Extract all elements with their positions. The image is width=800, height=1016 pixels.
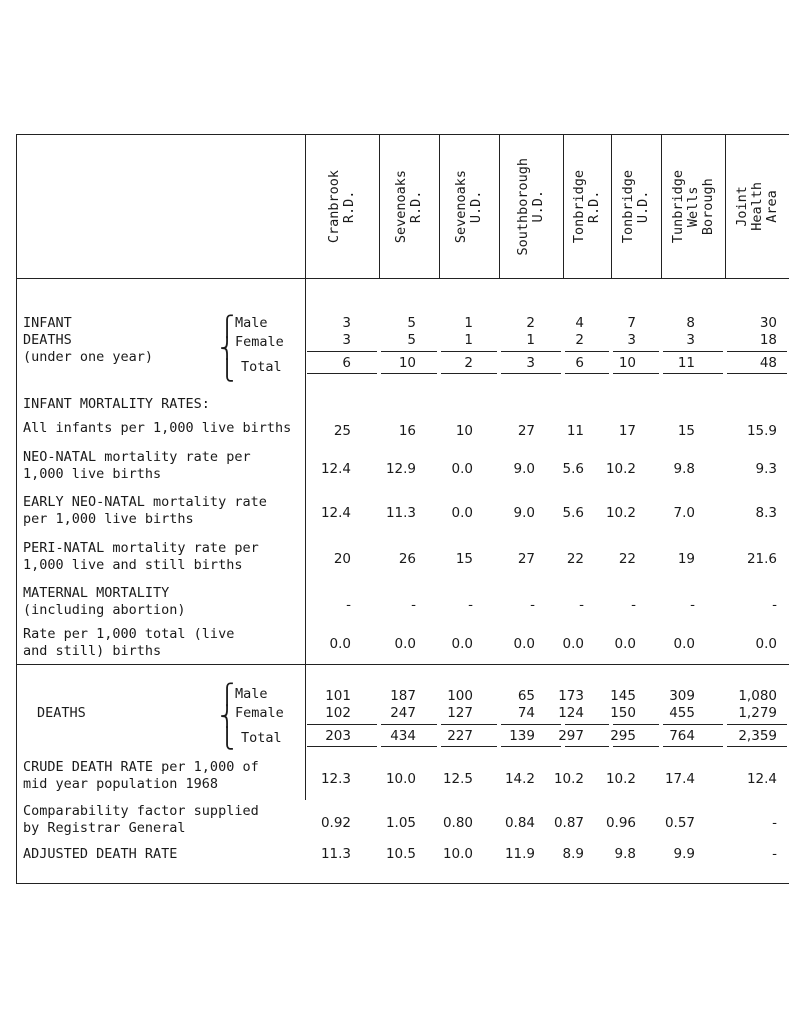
- infant-total-cell: 11: [677, 355, 695, 371]
- column-header-4: Tonbridge R.D.: [571, 169, 602, 244]
- rate-3-cell: 22: [618, 551, 636, 567]
- column-header-6: Tunbridge Wells Borough: [669, 169, 716, 244]
- infant-male-cell: 8: [686, 315, 695, 331]
- infant-total-cell: 6: [342, 355, 351, 371]
- column-divider: [379, 135, 380, 278]
- crude-label-1: Comparability factor supplied by Registrar General: [23, 803, 259, 836]
- rate-2-cell: 10.2: [605, 505, 636, 521]
- crude-label-0: CRUDE DEATH RATE per 1,000 of mid year population 1968: [23, 759, 259, 792]
- deaths-total-rule: [613, 746, 659, 747]
- infant-female-cell: 2: [575, 332, 584, 348]
- rate-1-cell: 5.6: [562, 461, 584, 477]
- column-header-5: Tonbridge U.D.: [620, 169, 651, 244]
- infant-total-cell: 48: [759, 355, 777, 371]
- deaths-label: DEATHS: [37, 705, 86, 721]
- infant-total-rule: [565, 373, 609, 374]
- rate-2-cell: 9.0: [513, 505, 535, 521]
- deaths-male-cell: 173: [558, 688, 584, 704]
- rate-3-cell: 26: [398, 551, 416, 567]
- infant-total-rule: [501, 351, 561, 352]
- column-divider: [563, 135, 564, 278]
- crude-2-cell: 10.0: [442, 846, 473, 862]
- deaths-total-cell: 297: [558, 728, 584, 744]
- deaths-male-cell: 1,080: [738, 688, 777, 704]
- deaths-total-cell: 434: [390, 728, 416, 744]
- rate-label-5: Rate per 1,000 total (live and still) births: [23, 626, 235, 659]
- deaths-total-rule: [565, 746, 609, 747]
- rate-3-cell: 19: [677, 551, 695, 567]
- rate-3-cell: 21.6: [746, 551, 777, 567]
- deaths-total-rule: [307, 724, 377, 725]
- infant-total-rule: [381, 373, 437, 374]
- deaths-total-rule: [501, 746, 561, 747]
- crude-2-cell: 8.9: [562, 846, 584, 862]
- rates-heading: INFANT MORTALITY RATES:: [23, 396, 210, 412]
- rate-3-cell: 22: [566, 551, 584, 567]
- infant-male-cell: 3: [342, 315, 351, 331]
- infant-total-rule: [307, 351, 377, 352]
- crude-1-cell: 1.05: [385, 815, 416, 831]
- rate-5-cell: 0.0: [562, 636, 584, 652]
- deaths-total-cell: 203: [325, 728, 351, 744]
- infant-male-cell: 30: [759, 315, 777, 331]
- rate-4-cell: -: [772, 597, 777, 613]
- deaths-total-cell: 764: [669, 728, 695, 744]
- rate-2-cell: 12.4: [320, 505, 351, 521]
- rate-0-cell: 11: [566, 423, 584, 439]
- rate-1-cell: 0.0: [451, 461, 473, 477]
- column-header-7: Joint Health Area: [733, 182, 780, 231]
- rate-4-cell: -: [579, 597, 584, 613]
- deaths-total-rule: [381, 746, 437, 747]
- deaths-female-cell: 150: [610, 705, 636, 721]
- rate-1-cell: 9.8: [673, 461, 695, 477]
- rate-5-cell: 0.0: [451, 636, 473, 652]
- crude-1-cell: 0.57: [664, 815, 695, 831]
- rate-0-cell: 17: [618, 423, 636, 439]
- infant-male-cell: 7: [627, 315, 636, 331]
- rate-label-0: All infants per 1,000 live births: [23, 420, 292, 436]
- crude-2-cell: -: [772, 846, 777, 862]
- section-divider: [17, 664, 789, 665]
- deaths-female-cell: 247: [390, 705, 416, 721]
- rate-5-cell: 0.0: [755, 636, 777, 652]
- rate-label-2: EARLY NEO-NATAL mortality rate per 1,000 live births: [23, 494, 267, 527]
- column-divider: [611, 135, 612, 278]
- deaths-brace: ⎧ ⎨ ⎩: [221, 682, 234, 750]
- crude-0-cell: 17.4: [664, 771, 695, 787]
- deaths-female-cell: 74: [517, 705, 535, 721]
- rate-1-cell: 12.4: [320, 461, 351, 477]
- rate-4-cell: -: [411, 597, 416, 613]
- infant-male-cell: 1: [464, 315, 473, 331]
- crude-2-cell: 9.9: [673, 846, 695, 862]
- deaths-total-rule: [565, 724, 609, 725]
- crude-0-cell: 10.0: [385, 771, 416, 787]
- crude-0-cell: 12.4: [746, 771, 777, 787]
- deaths-total-label: Total: [241, 730, 282, 746]
- infant-total-rule: [565, 351, 609, 352]
- rate-1-cell: 12.9: [385, 461, 416, 477]
- rate-4-cell: -: [346, 597, 351, 613]
- column-header-2: Sevenoaks U.D.: [453, 169, 484, 244]
- infant-total-rule: [613, 351, 659, 352]
- deaths-total-rule: [307, 746, 377, 747]
- deaths-male-cell: 145: [610, 688, 636, 704]
- rate-3-cell: 20: [333, 551, 351, 567]
- infant-total-rule: [381, 351, 437, 352]
- infant-male-cell: 2: [526, 315, 535, 331]
- deaths-total-rule: [501, 724, 561, 725]
- rate-0-cell: 15.9: [746, 423, 777, 439]
- rate-2-cell: 8.3: [755, 505, 777, 521]
- rate-label-1: NEO-NATAL mortality rate per 1,000 live births: [23, 449, 251, 482]
- infant-total-rule: [307, 373, 377, 374]
- deaths-male-cell: 187: [390, 688, 416, 704]
- column-header-0: Cranbrook R.D.: [326, 169, 357, 244]
- column-header-3: Southborough U.D.: [515, 157, 546, 256]
- rate-5-cell: 0.0: [614, 636, 636, 652]
- infant-total-rule: [441, 351, 497, 352]
- infant-total-cell: 10: [398, 355, 416, 371]
- deaths-total-cell: 139: [509, 728, 535, 744]
- infant-total-cell: 3: [526, 355, 535, 371]
- deaths-male-cell: 309: [669, 688, 695, 704]
- deaths-total-rule: [663, 724, 723, 725]
- infant-male-cell: 5: [407, 315, 416, 331]
- rate-1-cell: 10.2: [605, 461, 636, 477]
- crude-0-cell: 12.5: [442, 771, 473, 787]
- statistics-table: [16, 134, 789, 884]
- column-divider: [499, 135, 500, 278]
- crude-1-cell: 0.87: [553, 815, 584, 831]
- column-divider: [439, 135, 440, 278]
- infant-total-rule: [441, 373, 497, 374]
- column-divider: [305, 135, 306, 800]
- infant-female-cell: 3: [627, 332, 636, 348]
- deaths-female-label: Female: [235, 705, 284, 721]
- infant-total-cell: 10: [618, 355, 636, 371]
- infant-female-cell: 5: [407, 332, 416, 348]
- rate-0-cell: 27: [517, 423, 535, 439]
- column-divider: [661, 135, 662, 278]
- rate-2-cell: 7.0: [673, 505, 695, 521]
- crude-2-cell: 9.8: [614, 846, 636, 862]
- column-divider: [725, 135, 726, 278]
- infant-total-rule: [663, 373, 723, 374]
- rate-4-cell: -: [631, 597, 636, 613]
- rate-4-cell: -: [468, 597, 473, 613]
- crude-0-cell: 14.2: [504, 771, 535, 787]
- infant-total-rule: [501, 373, 561, 374]
- deaths-total-rule: [613, 724, 659, 725]
- crude-1-cell: 0.92: [320, 815, 351, 831]
- infant-female-cell: 1: [526, 332, 535, 348]
- infant-female-cell: 3: [342, 332, 351, 348]
- crude-2-cell: 11.9: [504, 846, 535, 862]
- crude-1-cell: 0.84: [504, 815, 535, 831]
- deaths-total-rule: [381, 724, 437, 725]
- infant-total-rule: [663, 351, 723, 352]
- crude-0-cell: 12.3: [320, 771, 351, 787]
- deaths-female-cell: 455: [669, 705, 695, 721]
- crude-2-cell: 10.5: [385, 846, 416, 862]
- rate-label-4: MATERNAL MORTALITY (including abortion): [23, 585, 186, 618]
- deaths-male-label: Male: [235, 686, 268, 702]
- deaths-total-rule: [727, 746, 787, 747]
- deaths-female-cell: 1,279: [738, 705, 777, 721]
- infant-brace: ⎧ ⎨ ⎩: [221, 314, 234, 382]
- crude-0-cell: 10.2: [605, 771, 636, 787]
- rate-2-cell: 11.3: [385, 505, 416, 521]
- rate-0-cell: 25: [333, 423, 351, 439]
- infant-deaths-label: INFANT DEATHS (under one year): [23, 315, 154, 365]
- rate-0-cell: 16: [398, 423, 416, 439]
- deaths-total-rule: [727, 724, 787, 725]
- rate-5-cell: 0.0: [513, 636, 535, 652]
- rate-1-cell: 9.3: [755, 461, 777, 477]
- rate-3-cell: 15: [455, 551, 473, 567]
- rate-4-cell: -: [690, 597, 695, 613]
- rate-3-cell: 27: [517, 551, 535, 567]
- rate-5-cell: 0.0: [673, 636, 695, 652]
- infant-total-rule: [613, 373, 659, 374]
- crude-1-cell: -: [772, 815, 777, 831]
- column-header-1: Sevenoaks R.D.: [393, 169, 424, 244]
- rate-2-cell: 0.0: [451, 505, 473, 521]
- infant-total-label: Total: [241, 359, 282, 375]
- infant-male-cell: 4: [575, 315, 584, 331]
- deaths-male-cell: 100: [447, 688, 473, 704]
- infant-female-cell: 1: [464, 332, 473, 348]
- rate-0-cell: 10: [455, 423, 473, 439]
- crude-label-2: ADJUSTED DEATH RATE: [23, 846, 178, 862]
- deaths-male-cell: 101: [325, 688, 351, 704]
- deaths-female-cell: 124: [558, 705, 584, 721]
- deaths-total-cell: 295: [610, 728, 636, 744]
- deaths-total-rule: [441, 724, 497, 725]
- rate-1-cell: 9.0: [513, 461, 535, 477]
- infant-total-cell: 2: [464, 355, 473, 371]
- deaths-male-cell: 65: [517, 688, 535, 704]
- header-divider: [17, 278, 789, 279]
- rate-2-cell: 5.6: [562, 505, 584, 521]
- deaths-female-cell: 102: [325, 705, 351, 721]
- infant-female-label: Female: [235, 334, 284, 350]
- deaths-total-cell: 227: [447, 728, 473, 744]
- deaths-total-rule: [441, 746, 497, 747]
- infant-total-rule: [727, 373, 787, 374]
- deaths-total-rule: [663, 746, 723, 747]
- infant-female-cell: 3: [686, 332, 695, 348]
- infant-female-cell: 18: [759, 332, 777, 348]
- infant-male-label: Male: [235, 315, 268, 331]
- infant-total-cell: 6: [575, 355, 584, 371]
- rate-5-cell: 0.0: [394, 636, 416, 652]
- rate-5-cell: 0.0: [329, 636, 351, 652]
- crude-0-cell: 10.2: [553, 771, 584, 787]
- crude-2-cell: 11.3: [320, 846, 351, 862]
- deaths-total-cell: 2,359: [738, 728, 777, 744]
- rate-0-cell: 15: [677, 423, 695, 439]
- crude-1-cell: 0.80: [442, 815, 473, 831]
- rate-label-3: PERI-NATAL mortality rate per 1,000 live and still births: [23, 540, 259, 573]
- infant-total-rule: [727, 351, 787, 352]
- deaths-female-cell: 127: [447, 705, 473, 721]
- rate-4-cell: -: [530, 597, 535, 613]
- crude-1-cell: 0.96: [605, 815, 636, 831]
